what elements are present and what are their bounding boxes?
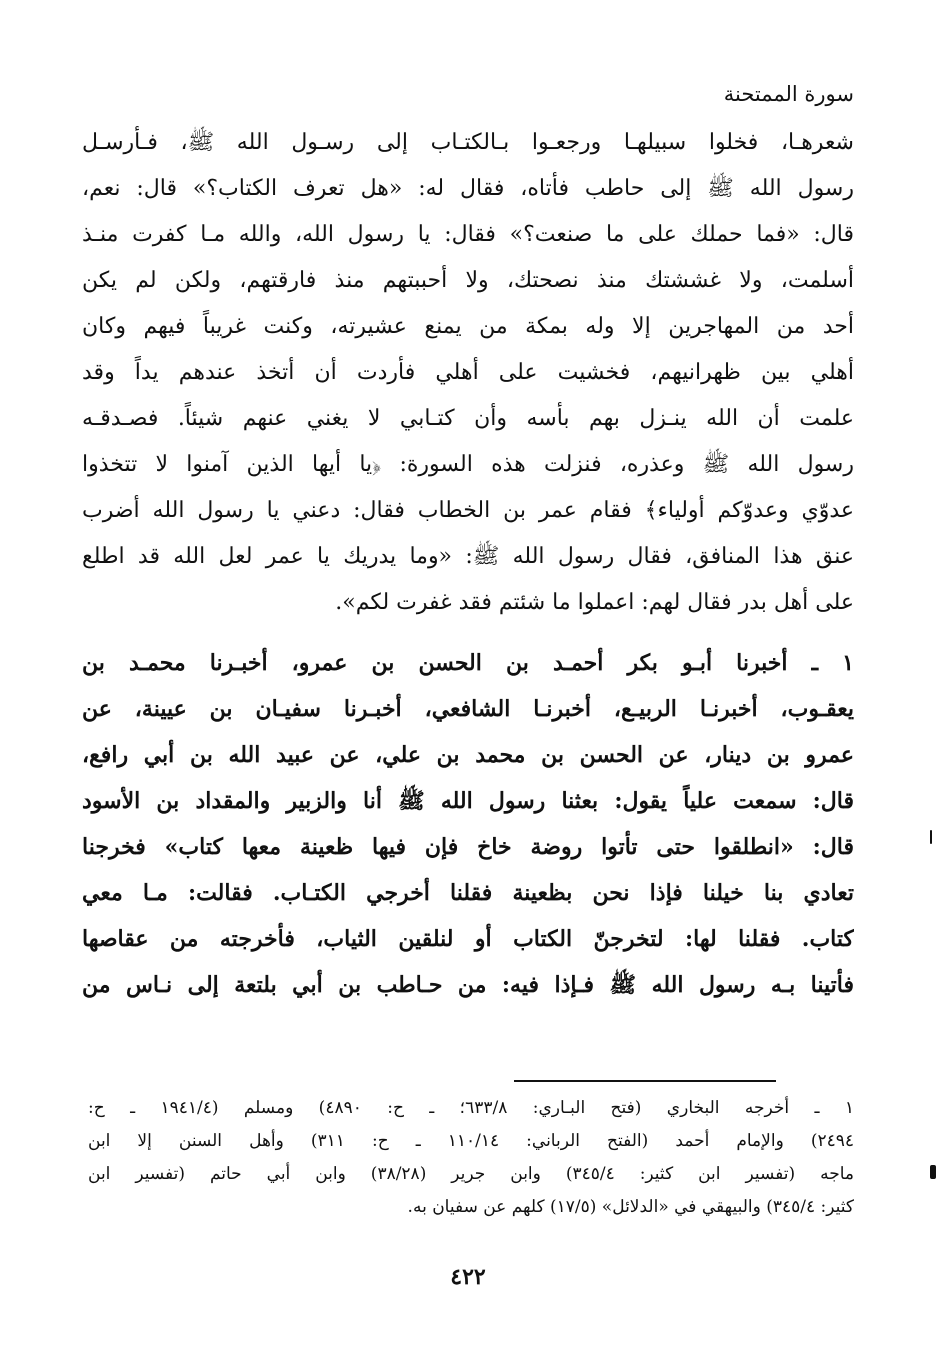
- text-line: أهلي بين ظهرانيهم، فخشيت على أهلي فأردت أن أتخذ عندهم يداً وقد: [82, 360, 854, 385]
- page-number: ٤٢٢: [450, 1264, 486, 1290]
- text-line: أسلمت، ولا غششتك منذ نصحتك، ولا أحببتهم منذ فارقتهم، ولكن لم يكن: [82, 268, 854, 293]
- main-text-paragraph-1: [82, 120, 854, 626]
- text-line: أحد من المهاجرين إلا وله بمكة من يمنع عشيرته، وكنت غريباً فيهم وكان: [82, 314, 854, 339]
- footnote-line: كثير: ٣٤٥/٤) والبيهقي في «الدلائل» (١٧/٥) كلهم عن سفيان به.: [407, 1197, 854, 1217]
- text-line: شعرهـا، فخلوا سبيلهـا ورجعـوا بـالكتـاب إلى رسـول الله ﷺ، فـأرسـل: [82, 130, 854, 155]
- footnote-line: ماجه (تفسير ابن كثير: ٣٤٥/٤) وابن جرير (٣٨/٢٨) وابن أبي حاتم (تفسير ابن: [88, 1164, 854, 1184]
- footnote-line: ٢٤٩٤) والإمام أحمد (الفتح الرباني: ١١٠/١٤ ـ ح: ٣١١) وأهل السنن إلا ابن: [88, 1131, 854, 1151]
- scan-edge-mark: [930, 830, 932, 844]
- text-line: عنق هذا المنافق، فقال رسول الله ﷺ: «وما يدريك يا عمر لعل الله قد اطلع: [82, 544, 854, 569]
- text-line: قال: سمعت علياً يقول: بعثنا رسول الله ﷺ أنا والزبير والمقداد بن الأسود: [82, 788, 854, 814]
- scan-edge-mark: [930, 1165, 936, 1179]
- text-line: رسول الله ﷺ إلى حاطب فأتاه، فقال له: «هل تعرف الكتاب؟» قال: نعم،: [82, 176, 854, 201]
- footnote-line: ١ ـ أخرجه البخاري (فتح البـاري: ٦٣٣/٨؛ ـ ح: ٤٨٩٠) ومسلم (١٩٤١/٤ ـ ح:: [88, 1098, 854, 1118]
- text-line: علمت أن الله ينـزل بهم بأسه وأن كتـابي لا يغني عنهم شيئاً. فصـدقـه: [82, 406, 854, 431]
- text-line: قال: «فما حملك على ما صنعت؟» فقال: يا رسول الله، والله مـا كفرت منـذ: [82, 222, 854, 247]
- footnotes: [88, 1092, 854, 1224]
- main-text-paragraph-2: [82, 640, 854, 1008]
- text-line: ١ ـ أخبرنا أبـو بكر أحمـد بن الحسن بن عمرو، أخبـرنا محمـد بن: [82, 650, 854, 676]
- running-header: سورة الممتحنة: [723, 82, 854, 106]
- text-line: تعادي بنا خيلنا فإذا نحن بظعينة فقلنا أخرجي الكتـاب. فقالت: مـا معي: [82, 880, 854, 906]
- text-line: عمرو بن دينار، عن الحسن بن محمد بن علي، عن عبيد الله بن أبي رافع،: [82, 742, 854, 768]
- text-line: على أهل بدر فقال لهم: اعملوا ما شئتم فقد غفرت لكم».: [335, 590, 854, 615]
- text-line: عدوّي وعدوّكم أولياء﴾ فقام عمر بن الخطاب فقال: دعني يا رسول الله أضرب: [82, 498, 854, 523]
- text-line: فأتينا بـه رسول الله ﷺ فـإذا فيه: من حـاطب بن أبي بلتعة إلى نـاس من: [82, 972, 854, 998]
- text-line: يعقـوب، أخبرنـا الربيـع، أخبرنـا الشافعي، أخبـرنا سفيـان بن عيينة، عن: [82, 696, 854, 722]
- text-line: كتاب. فقلنا لها: لتخرجنّ الكتاب أو لنلقين الثياب، فأخرجته من عقاصها: [82, 926, 854, 952]
- footnote-separator-rule: [514, 1080, 776, 1082]
- text-line: قال: «انطلقوا حتى تأتوا روضة خاخ فإن فيها ظعينة معها كتاب» فخرجنا: [82, 834, 854, 860]
- text-line: رسول الله ﷺ وعذره، فنزلت هذه السورة: ﴿يا أيها الذين آمنوا لا تتخذوا: [82, 452, 854, 477]
